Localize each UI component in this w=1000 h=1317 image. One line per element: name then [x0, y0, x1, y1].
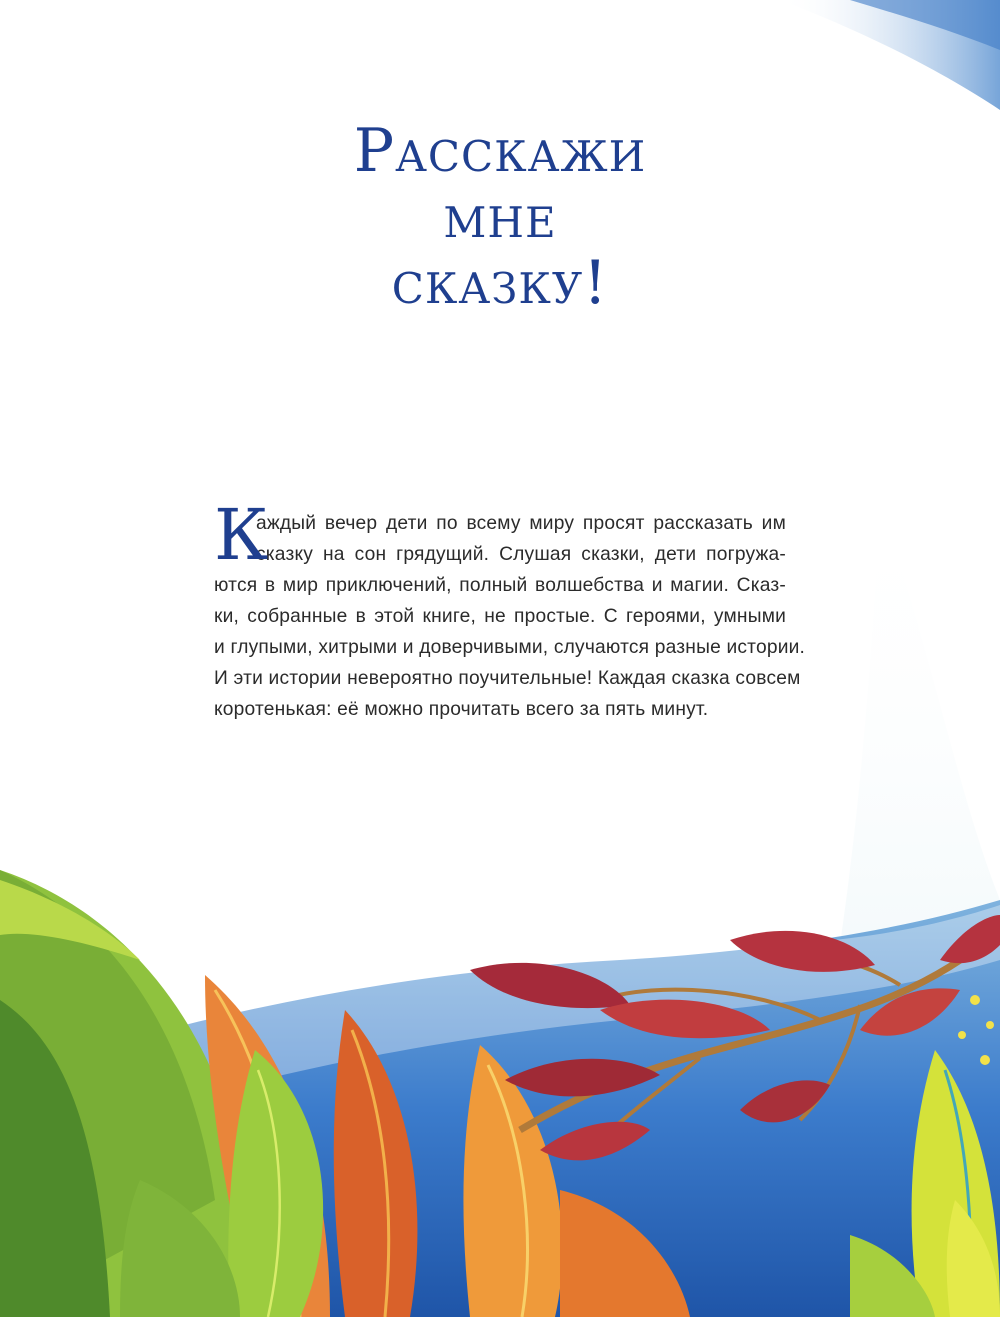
intro-paragraph — [214, 494, 806, 725]
paragraph-line: и глупыми, хитрыми и доверчивыми, случаются разные истории. — [214, 637, 806, 658]
title-line: Расскажи — [353, 116, 647, 186]
title-line: мне — [443, 182, 557, 252]
title-line: сказку! — [391, 248, 609, 318]
page-title — [250, 118, 750, 316]
berry — [970, 995, 980, 1005]
paragraph-line: сказку на сон грядущий. Слушая сказки, дети погружа- — [256, 544, 786, 565]
paragraph-line: ются в мир приключений, полный волшебства и магии. Сказ- — [214, 575, 786, 596]
paragraph-line: аждый вечер дети по всему миру просят рассказать им — [256, 513, 786, 534]
berry — [958, 1031, 966, 1039]
drop-cap: К — [214, 494, 269, 576]
berry — [986, 1021, 994, 1029]
paragraph-line: ки, собранные в этой книге, не простые. С героями, умными — [214, 606, 786, 627]
paragraph-line: И эти истории невероятно поучительные! Каждая сказка совсем — [214, 668, 801, 689]
paragraph-line: коротенькая: её можно прочитать всего за пять минут. — [214, 699, 709, 720]
berry — [980, 1055, 990, 1065]
